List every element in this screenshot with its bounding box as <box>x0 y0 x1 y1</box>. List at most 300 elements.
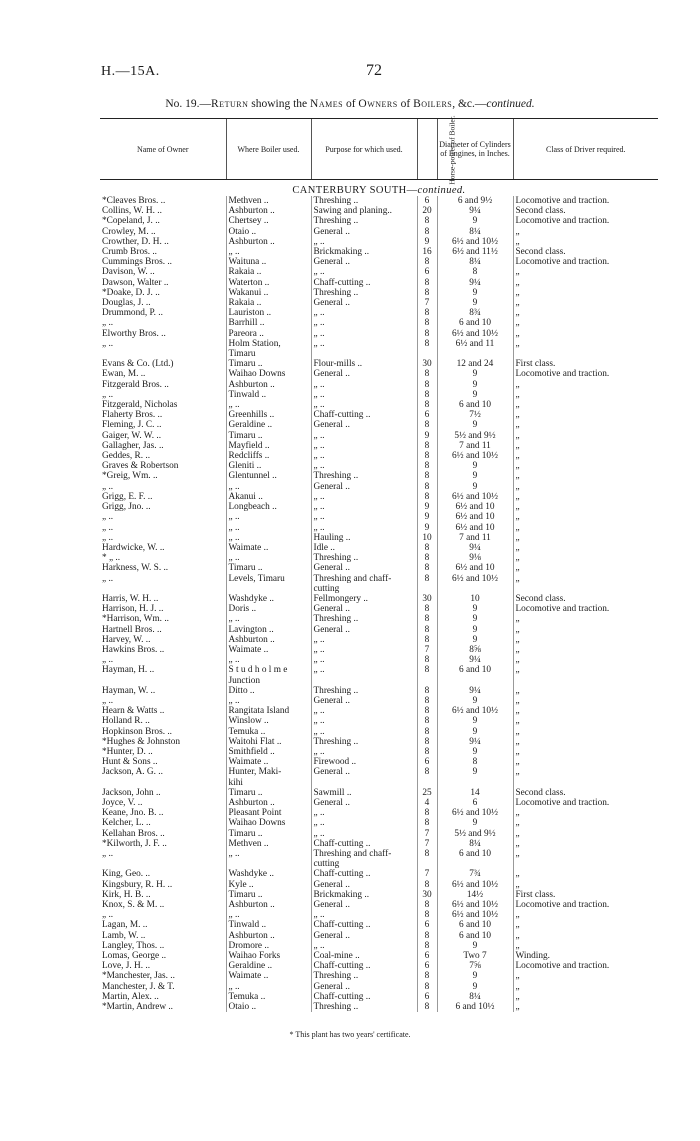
location-cell: Redcliffs .. <box>226 451 311 461</box>
horsepower-cell <box>417 778 437 788</box>
cylinder-cell: 6½ and 10½ <box>437 237 513 247</box>
horsepower-cell: 8 <box>417 941 437 951</box>
location-cell: Doris .. <box>226 604 311 614</box>
cylinder-cell: 6½ and 10½ <box>437 880 513 890</box>
driver-class-cell: „ <box>513 706 658 716</box>
location-cell: Waihao Forks <box>226 951 311 961</box>
purpose-cell: „ .. <box>311 339 417 349</box>
cylinder-cell: 6 and 10½ <box>437 1002 513 1012</box>
owner-cell: Fleming, J. C. .. <box>102 420 162 431</box>
horsepower-cell: 8 <box>417 308 437 318</box>
location-cell: Otaio .. <box>226 227 311 237</box>
purpose-cell: „ .. <box>311 512 417 522</box>
driver-class-cell: „ <box>513 737 658 747</box>
purpose-cell: General .. <box>311 420 417 430</box>
section-heading: CANTERBURY SOUTH—continued. <box>292 184 466 196</box>
location-cell: Geraldine .. <box>226 961 311 971</box>
location-cell <box>226 859 311 869</box>
location-cell: Kyle .. <box>226 880 311 890</box>
location-cell: „ .. <box>226 482 311 492</box>
cylinder-cell: 6 and 10 <box>437 318 513 328</box>
driver-class-cell: „ <box>513 227 658 237</box>
purpose-cell: „ .. <box>311 645 417 655</box>
location-cell: „ .. <box>226 523 311 533</box>
owner-cell: „ .. <box>102 849 114 859</box>
driver-class-cell: „ <box>513 288 658 298</box>
horsepower-cell: 6 <box>417 920 437 930</box>
purpose-cell: Chaff-cutting .. <box>311 839 417 849</box>
location-cell: Lavington .. <box>226 625 311 635</box>
location-cell: Greenhills .. <box>226 410 311 420</box>
horsepower-cell: 8 <box>417 227 437 237</box>
purpose-cell: General .. <box>311 482 417 492</box>
driver-class-cell: „ <box>513 696 658 706</box>
location-cell: Gleniti .. <box>226 461 311 471</box>
horsepower-cell: 8 <box>417 390 437 400</box>
purpose-cell: „ .. <box>311 829 417 839</box>
driver-class-cell <box>513 778 658 788</box>
horsepower-cell: 8 <box>417 461 437 471</box>
column-header-owner: Name of Owner <box>100 119 226 180</box>
cylinder-cell: 6½ and 10½ <box>437 492 513 502</box>
purpose-cell: „ .. <box>311 818 417 828</box>
purpose-cell: „ .. <box>311 941 417 951</box>
driver-class-cell: „ <box>513 839 658 849</box>
owner-cell: Drummond, P. .. <box>102 308 163 319</box>
owner-cell: Langley, Thos. .. <box>102 940 165 951</box>
driver-class-cell: „ <box>513 971 658 981</box>
cylinder-cell: 8¾ <box>437 308 513 318</box>
table-row <box>100 788 658 798</box>
driver-class-cell: „ <box>513 818 658 828</box>
purpose-cell: „ .. <box>311 267 417 277</box>
purpose-cell: Firewood .. <box>311 757 417 767</box>
purpose-cell: „ .. <box>311 716 417 726</box>
owner-cell: *Greig, Wm. .. <box>102 471 158 482</box>
location-cell: Dromore .. <box>226 941 311 951</box>
location-cell: Akanui .. <box>226 492 311 502</box>
table-row <box>100 574 658 584</box>
driver-class-cell: „ <box>513 665 658 675</box>
horsepower-cell: 8 <box>417 910 437 920</box>
table-row <box>100 594 658 604</box>
location-cell: Wakanui .. <box>226 288 311 298</box>
horsepower-cell: 8 <box>417 543 437 553</box>
driver-class-cell: „ <box>513 1002 658 1012</box>
location-cell: „ .. <box>226 696 311 706</box>
owner-cell: Kirk, H. B. .. <box>102 889 151 900</box>
location-cell: Ashburton .. <box>226 206 311 216</box>
table-row <box>100 951 658 961</box>
owner-cell: Holland R. .. <box>102 716 150 727</box>
boiler-owners-table <box>100 114 658 1013</box>
cylinder-cell: 9¼ <box>437 543 513 553</box>
owner-cell: Lomas, George .. <box>102 951 167 962</box>
cylinder-cell: 9¼ <box>437 737 513 747</box>
location-cell: Tinwald .. <box>226 390 311 400</box>
table-row <box>100 655 658 665</box>
driver-class-cell: „ <box>513 829 658 839</box>
cylinder-cell: 9 <box>437 635 513 645</box>
owner-cell: *Harrison, Wm. .. <box>102 614 169 625</box>
driver-class-cell: „ <box>513 849 658 859</box>
table-row <box>100 625 658 635</box>
horsepower-cell <box>417 859 437 869</box>
horsepower-cell: 8 <box>417 808 437 818</box>
driver-class-cell: „ <box>513 931 658 941</box>
driver-class-cell: „ <box>513 941 658 951</box>
horsepower-cell: 6 <box>417 961 437 971</box>
driver-class-cell: „ <box>513 625 658 635</box>
table-row <box>100 278 658 288</box>
driver-class-cell: „ <box>513 482 658 492</box>
horsepower-cell <box>417 584 437 594</box>
cylinder-cell: 7 and 11 <box>437 533 513 543</box>
driver-class-cell: „ <box>513 502 658 512</box>
horsepower-cell: 8 <box>417 380 437 390</box>
horsepower-cell: 8 <box>417 420 437 430</box>
owner-cell: Elworthy Bros. .. <box>102 328 166 339</box>
owner-cell <box>100 349 226 359</box>
location-cell: Barrhill .. <box>226 318 311 328</box>
driver-class-cell: First class. <box>513 890 658 900</box>
document-reference: H.—15A. <box>101 64 160 79</box>
purpose-cell: „ .. <box>311 431 417 441</box>
table-row <box>100 227 658 237</box>
driver-class-cell: „ <box>513 920 658 930</box>
driver-class-cell: Locomotive and traction. <box>513 961 658 971</box>
horsepower-cell: 8 <box>417 318 437 328</box>
owner-cell: Hardwicke, W. .. <box>102 542 165 553</box>
column-header-location: Where Boiler used. <box>226 119 311 180</box>
owner-cell: Douglas, J. .. <box>102 298 151 309</box>
location-cell: Waimate .. <box>226 757 311 767</box>
cylinder-cell: 8⅝ <box>437 645 513 655</box>
table-row <box>100 931 658 941</box>
table-row <box>100 543 658 553</box>
horsepower-cell: 8 <box>417 767 437 777</box>
driver-class-cell: Second class. <box>513 247 658 257</box>
purpose-cell: „ .. <box>311 910 417 920</box>
horsepower-cell: 30 <box>417 890 437 900</box>
owner-cell: *Doake, D. J. .. <box>102 287 160 298</box>
table-row <box>100 482 658 492</box>
horsepower-cell: 9 <box>417 512 437 522</box>
driver-class-cell <box>513 349 658 359</box>
driver-class-cell: „ <box>513 910 658 920</box>
owner-cell: Manchester, J. & T. <box>102 981 175 992</box>
horsepower-cell: 8 <box>417 982 437 992</box>
purpose-cell: „ .. <box>311 380 417 390</box>
cylinder-cell: 9 <box>437 471 513 481</box>
cylinder-cell: 8¼ <box>437 257 513 267</box>
location-cell: „ .. <box>226 849 311 859</box>
table-row <box>100 716 658 726</box>
driver-class-cell: „ <box>513 767 658 777</box>
location-cell: „ .. <box>226 553 311 563</box>
purpose-cell: „ .. <box>311 747 417 757</box>
horsepower-cell: 8 <box>417 716 437 726</box>
table-row <box>100 553 658 563</box>
location-cell: Holm Station, <box>226 339 311 349</box>
cylinder-cell: 9¼ <box>437 206 513 216</box>
owner-cell: Grigg, E. F. .. <box>102 491 153 502</box>
horsepower-cell: 7 <box>417 298 437 308</box>
cylinder-cell: 6½ and 10½ <box>437 910 513 920</box>
horsepower-cell: 30 <box>417 594 437 604</box>
horsepower-cell: 8 <box>417 727 437 737</box>
table-row <box>100 247 658 257</box>
cylinder-cell: 6½ and 10 <box>437 502 513 512</box>
table-row <box>100 584 658 594</box>
table-row <box>100 461 658 471</box>
cylinder-cell: 6½ and 11½ <box>437 247 513 257</box>
purpose-cell: „ .. <box>311 390 417 400</box>
driver-class-cell: „ <box>513 533 658 543</box>
owner-cell: Hayman, H. .. <box>102 665 155 676</box>
purpose-cell: „ .. <box>311 451 417 461</box>
horsepower-cell: 6 <box>417 757 437 767</box>
driver-class-cell: „ <box>513 267 658 277</box>
horsepower-cell: 8 <box>417 329 437 339</box>
purpose-cell: „ .. <box>311 441 417 451</box>
driver-class-cell: „ <box>513 747 658 757</box>
table-row <box>100 298 658 308</box>
horsepower-cell: 8 <box>417 880 437 890</box>
cylinder-cell: 6½ and 11 <box>437 339 513 349</box>
table-row <box>100 257 658 267</box>
purpose-cell: Threshing .. <box>311 216 417 226</box>
purpose-cell: Threshing .. <box>311 1002 417 1012</box>
owner-cell: „ .. <box>102 522 114 533</box>
location-cell: Ashburton .. <box>226 798 311 808</box>
location-cell: Geraldine .. <box>226 420 311 430</box>
location-cell: Hunter, Maki- <box>226 767 311 777</box>
horsepower-cell: 8 <box>417 574 437 584</box>
purpose-cell: General .. <box>311 604 417 614</box>
cylinder-cell: 9 <box>437 216 513 226</box>
cylinder-cell: 6½ and 10½ <box>437 451 513 461</box>
cylinder-cell: 6 and 10 <box>437 665 513 675</box>
table-row <box>100 798 658 808</box>
driver-class-cell: „ <box>513 329 658 339</box>
driver-class-cell: „ <box>513 471 658 481</box>
cylinder-cell: 9⅛ <box>437 553 513 563</box>
horsepower-cell: 8 <box>417 492 437 502</box>
cylinder-cell: 9 <box>437 482 513 492</box>
driver-class-cell: Locomotive and traction. <box>513 900 658 910</box>
cylinder-cell: 6 and 10 <box>437 400 513 410</box>
driver-class-cell: „ <box>513 982 658 992</box>
owner-cell: „ .. <box>102 512 114 523</box>
owner-cell: Joyce, V. .. <box>102 797 143 808</box>
horsepower-cell: 8 <box>417 400 437 410</box>
table-row <box>100 451 658 461</box>
table-row <box>100 614 658 624</box>
cylinder-cell: 9 <box>437 727 513 737</box>
table-row <box>100 369 658 379</box>
horsepower-cell: 8 <box>417 441 437 451</box>
location-cell: Waihao Downs <box>226 369 311 379</box>
driver-class-cell: „ <box>513 563 658 573</box>
owner-cell: Martin, Alex. .. <box>102 991 159 1002</box>
purpose-cell <box>311 676 417 686</box>
table-row <box>100 676 658 686</box>
horsepower-cell: 4 <box>417 798 437 808</box>
purpose-cell: Chaff-cutting .. <box>311 410 417 420</box>
location-cell: Timaru .. <box>226 431 311 441</box>
purpose-cell: Sawmill .. <box>311 788 417 798</box>
cylinder-cell: 7⅝ <box>437 961 513 971</box>
location-cell: Winslow .. <box>226 716 311 726</box>
purpose-cell: General .. <box>311 798 417 808</box>
purpose-cell: „ .. <box>311 237 417 247</box>
table-row <box>100 706 658 716</box>
cylinder-cell: 9 <box>437 818 513 828</box>
cylinder-cell: 6½ and 10 <box>437 512 513 522</box>
owner-cell: Dawson, Walter .. <box>102 277 169 288</box>
owner-cell: Geddes, R. .. <box>102 451 151 462</box>
purpose-cell: cutting <box>311 859 417 869</box>
cylinder-cell: 9 <box>437 747 513 757</box>
cylinder-cell: 9 <box>437 390 513 400</box>
location-cell: Ditto .. <box>226 686 311 696</box>
horsepower-cell: 25 <box>417 788 437 798</box>
driver-class-cell: „ <box>513 880 658 890</box>
purpose-cell: General .. <box>311 257 417 267</box>
horsepower-cell: 16 <box>417 247 437 257</box>
cylinder-cell: 9 <box>437 461 513 471</box>
horsepower-cell: 8 <box>417 614 437 624</box>
location-cell: Waimate .. <box>226 645 311 655</box>
location-cell: Waterton .. <box>226 278 311 288</box>
driver-class-cell: „ <box>513 278 658 288</box>
driver-class-cell: Second class. <box>513 594 658 604</box>
cylinder-cell: 14 <box>437 788 513 798</box>
purpose-cell: Hauling .. <box>311 533 417 543</box>
owner-cell: *Hughes & Johnston <box>102 736 180 747</box>
purpose-cell: „ .. <box>311 655 417 665</box>
cylinder-cell <box>437 584 513 594</box>
table-row <box>100 767 658 777</box>
table-row <box>100 512 658 522</box>
owner-cell: Kelcher, L. .. <box>102 818 151 829</box>
table-row <box>100 1002 658 1012</box>
cylinder-cell: 14½ <box>437 890 513 900</box>
driver-class-cell <box>513 859 658 869</box>
owner-cell: Harvey, W. .. <box>102 634 151 645</box>
table-row <box>100 635 658 645</box>
owner-cell: „ .. <box>102 389 114 400</box>
location-cell: „ .. <box>226 512 311 522</box>
location-cell: Timaru .. <box>226 829 311 839</box>
driver-class-cell: „ <box>513 523 658 533</box>
owner-cell: „ .. <box>102 532 114 543</box>
table-row <box>100 869 658 879</box>
owner-cell: Hawkins Bros. .. <box>102 644 165 655</box>
cylinder-cell: 5½ and 9½ <box>437 431 513 441</box>
purpose-cell: General .. <box>311 298 417 308</box>
driver-class-cell: „ <box>513 451 658 461</box>
horsepower-cell: 8 <box>417 655 437 665</box>
horsepower-cell: 8 <box>417 451 437 461</box>
driver-class-cell: „ <box>513 410 658 420</box>
purpose-cell: Sawing and planing.. <box>311 206 417 216</box>
page-number: 72 <box>366 62 382 79</box>
owner-cell: „ .. <box>102 695 114 706</box>
owner-cell <box>100 584 226 594</box>
purpose-cell: Chaff-cutting .. <box>311 278 417 288</box>
cylinder-cell <box>437 859 513 869</box>
location-cell: Rangitata Island <box>226 706 311 716</box>
owner-cell <box>100 778 226 788</box>
driver-class-cell: „ <box>513 380 658 390</box>
location-cell: Ashburton .. <box>226 380 311 390</box>
location-cell: Pareora .. <box>226 329 311 339</box>
driver-class-cell: Locomotive and traction. <box>513 369 658 379</box>
cylinder-cell: 9¼ <box>437 655 513 665</box>
owner-cell: Hunt & Sons .. <box>102 757 158 768</box>
table-row <box>100 604 658 614</box>
driver-class-cell <box>513 584 658 594</box>
location-cell: Pleasant Point <box>226 808 311 818</box>
purpose-cell: General .. <box>311 900 417 910</box>
purpose-cell: Chaff-cutting .. <box>311 992 417 1002</box>
horsepower-cell: 7 <box>417 829 437 839</box>
table-row <box>100 982 658 992</box>
purpose-cell: General .. <box>311 931 417 941</box>
purpose-cell: General .. <box>311 767 417 777</box>
purpose-cell: Threshing .. <box>311 288 417 298</box>
location-cell: Chertsey .. <box>226 216 311 226</box>
owner-cell: Graves & Robertson <box>102 461 179 472</box>
horsepower-cell: 8 <box>417 635 437 645</box>
owner-cell: Hayman, W. .. <box>102 685 156 696</box>
driver-class-cell: „ <box>513 237 658 247</box>
owner-cell: „ .. <box>102 573 114 584</box>
purpose-cell: „ .. <box>311 502 417 512</box>
table-row <box>100 900 658 910</box>
purpose-cell: Threshing .. <box>311 971 417 981</box>
horsepower-cell: 8 <box>417 737 437 747</box>
driver-class-cell: Winding. <box>513 951 658 961</box>
cylinder-cell: 12 and 24 <box>437 359 513 369</box>
driver-class-cell: „ <box>513 441 658 451</box>
horsepower-cell: 8 <box>417 553 437 563</box>
table-row <box>100 829 658 839</box>
table-row <box>100 890 658 900</box>
owner-cell: Flaherty Bros. .. <box>102 410 163 421</box>
driver-class-cell: „ <box>513 992 658 1002</box>
purpose-cell: General .. <box>311 369 417 379</box>
location-cell: Longbeach .. <box>226 502 311 512</box>
cylinder-cell: 7½ <box>437 410 513 420</box>
purpose-cell: „ .. <box>311 523 417 533</box>
horsepower-cell: 8 <box>417 931 437 941</box>
horsepower-cell: 6 <box>417 992 437 1002</box>
owner-cell <box>100 676 226 686</box>
horsepower-cell: 8 <box>417 604 437 614</box>
driver-class-cell: First class. <box>513 359 658 369</box>
horsepower-cell: 8 <box>417 849 437 859</box>
location-cell: S t u d h o l m e <box>226 665 311 675</box>
table-row <box>100 400 658 410</box>
purpose-cell: General .. <box>311 880 417 890</box>
table-row <box>100 267 658 277</box>
horsepower-cell <box>417 676 437 686</box>
location-cell: Waimate .. <box>226 971 311 981</box>
cylinder-cell: 9 <box>437 982 513 992</box>
